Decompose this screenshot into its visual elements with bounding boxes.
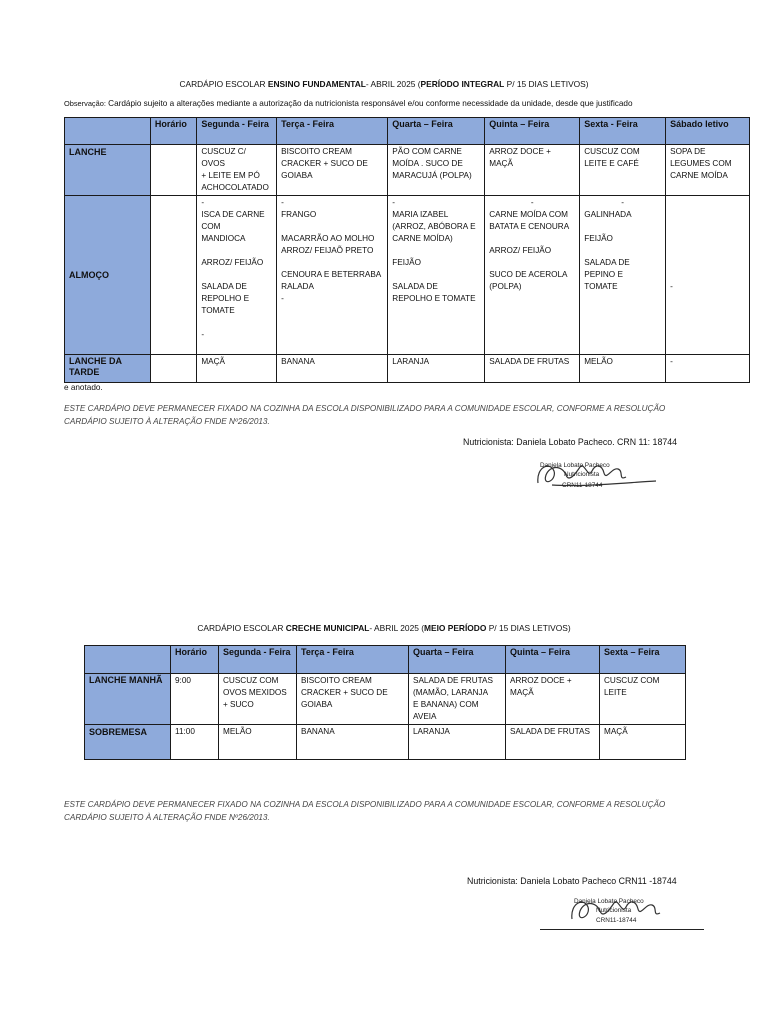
observation-continued: e anotado. xyxy=(64,383,103,392)
menu-cell: - ISCA DE CARNE COM MANDIOCA ARROZ/ FEIJÃO SALADA DE REPOLHO E TOMATE - xyxy=(197,196,277,355)
menu-cell: BANANA xyxy=(277,355,388,383)
menu2-header-row xyxy=(85,646,686,674)
header-terca: Terça - Feira xyxy=(297,646,409,674)
header-sabado: Sábado letivo xyxy=(666,118,750,145)
notice-2: ESTE CARDÁPIO DEVE PERMANECER FIXADO NA COZINHA DA ESCOLA DISPONIBILIZADO PARA A COMUNIDADE ESCOLAR, CONFORME A RESOLUÇÃO CARDÁPIO SUJEITO À ALTERAÇÃO FNDE Nº26/2013. xyxy=(64,800,666,822)
header-quinta: Quinta – Feira xyxy=(485,118,580,145)
menu-cell: LARANJA xyxy=(409,725,506,760)
menu-cell: CUSCUZ COM LEITE xyxy=(600,674,686,725)
header-horario: Horário xyxy=(150,118,196,145)
menu-cell: SALADA DE FRUTAS (MAMÃO, LARANJA E BANANA) COM AVEIA xyxy=(409,674,506,725)
header-segunda: Segunda - Feira xyxy=(197,118,277,145)
header-sexta: Sexta – Feira xyxy=(600,646,686,674)
menu-cell: SALADA DE FRUTAS xyxy=(506,725,600,760)
menu2-title: CARDÁPIO ESCOLAR CRECHE MUNICIPAL- ABRIL 2025 (MEIO PERÍODO P/ 15 DIAS LETIVOS) xyxy=(197,623,571,633)
header-terca: Terça - Feira xyxy=(277,118,388,145)
table-row xyxy=(85,674,686,725)
header-blank xyxy=(65,118,151,145)
menu-cell: - MARIA IZABEL (ARROZ, ABÓBORA E CARNE MOÍDA) FEIJÃO SALADA DE REPOLHO E TOMATE xyxy=(388,196,485,355)
nutritionist-line-2: Nutricionista: Daniela Lobato Pacheco CRN11 -18744 xyxy=(467,876,677,886)
menu-cell: - GALINHADA FEIJÃO SALADA DE PEPINO E TOMATE xyxy=(580,196,666,355)
row-label-sobremesa: SOBREMESA xyxy=(85,725,171,760)
header-quarta: Quarta – Feira xyxy=(388,118,485,145)
horario-cell xyxy=(150,355,196,383)
horario-cell: 11:00 xyxy=(171,725,219,760)
signature-stamp-1: Daniela Lobato Pacheco Nutricionista CRN11-18744 xyxy=(532,453,662,495)
menu-cell: - FRANGO MACARRÃO AO MOLHO ARROZ/ FEIJAÕ PRETO CENOURA E BETERRABA RALADA - xyxy=(277,196,388,355)
signature-line xyxy=(540,929,704,930)
menu1-table xyxy=(64,117,750,383)
menu-cell: BANANA xyxy=(297,725,409,760)
menu-cell: PÃO COM CARNE MOÍDA . SUCO DE MARACUJÁ (POLPA) xyxy=(388,145,485,196)
row-label-almoco: ALMOÇO xyxy=(65,196,151,355)
menu1-title: CARDÁPIO ESCOLAR ENSINO FUNDAMENTAL- ABRIL 2025 (PERÍODO INTEGRAL P/ 15 DIAS LETIVOS) xyxy=(179,79,589,89)
menu-cell: - xyxy=(666,355,750,383)
menu-cell: BISCOITO CREAM CRACKER + SUCO DE GOIABA xyxy=(277,145,388,196)
menu-cell: CUSCUZ C/ OVOS + LEITE EM PÓ ACHOCOLATADO xyxy=(197,145,277,196)
row-label-lanche-tarde: LANCHE DA TARDE xyxy=(65,355,151,383)
nutritionist-line-1: Nutricionista: Daniela Lobato Pacheco. CRN 11: 18744 xyxy=(463,437,678,447)
header-blank xyxy=(85,646,171,674)
row-label-lanche-manha: LANCHE MANHÃ xyxy=(85,674,171,725)
table-row xyxy=(65,355,750,383)
menu-cell: MAÇÃ xyxy=(197,355,277,383)
menu-cell: MAÇÃ xyxy=(600,725,686,760)
menu-cell: SALADA DE FRUTAS xyxy=(485,355,580,383)
notice-1: ESTE CARDÁPIO DEVE PERMANECER FIXADO NA COZINHA DA ESCOLA DISPONIBILIZADO PARA A COMUNIDADE ESCOLAR, CONFORME A RESOLUÇÃO CARDÁPIO SUJEITO À ALTERAÇÃO FNDE Nº26/2013. xyxy=(64,404,666,426)
menu2-table xyxy=(84,645,686,760)
table-row xyxy=(65,145,750,196)
menu1-header-row xyxy=(65,118,750,145)
header-sexta: Sexta - Feira xyxy=(580,118,666,145)
menu-cell: MELÃO xyxy=(580,355,666,383)
menu-cell: CUSCUZ COM LEITE E CAFÉ xyxy=(580,145,666,196)
menu-cell: ARROZ DOCE + MAÇÃ xyxy=(485,145,580,196)
header-horario: Horário xyxy=(171,646,219,674)
header-segunda: Segunda - Feira xyxy=(219,646,297,674)
table-row xyxy=(85,725,686,760)
header-quarta: Quarta – Feira xyxy=(409,646,506,674)
menu-cell: BISCOITO CREAM CRACKER + SUCO DE GOIABA xyxy=(297,674,409,725)
horario-cell xyxy=(150,196,196,355)
menu-cell: LARANJA xyxy=(388,355,485,383)
row-label-lanche: LANCHE xyxy=(65,145,151,196)
horario-cell xyxy=(150,145,196,196)
menu-cell: CUSCUZ COM OVOS MEXIDOS + SUCO xyxy=(219,674,297,725)
header-quinta: Quinta – Feira xyxy=(506,646,600,674)
horario-cell: 9:00 xyxy=(171,674,219,725)
menu-cell: ARROZ DOCE + MAÇÃ xyxy=(506,674,600,725)
menu-cell: SOPA DE LEGUMES COM CARNE MOÍDA xyxy=(666,145,750,196)
menu-cell: - CARNE MOÍDA COM BATATA E CENOURA ARROZ/ FEIJÃO SUCO DE ACEROLA (POLPA) xyxy=(485,196,580,355)
table-row xyxy=(65,196,750,355)
signature-stamp-2: Daniela Lobato Pacheco Nutricionista CRN11-18744 xyxy=(566,891,686,929)
observation: Observação: Cardápio sujeito a alterações mediante a autorização da nutricionista responsável e/ou conforme necessidade da unidade, desde que justificado xyxy=(64,99,633,108)
menu-cell: - xyxy=(666,196,750,355)
menu-cell: MELÃO xyxy=(219,725,297,760)
